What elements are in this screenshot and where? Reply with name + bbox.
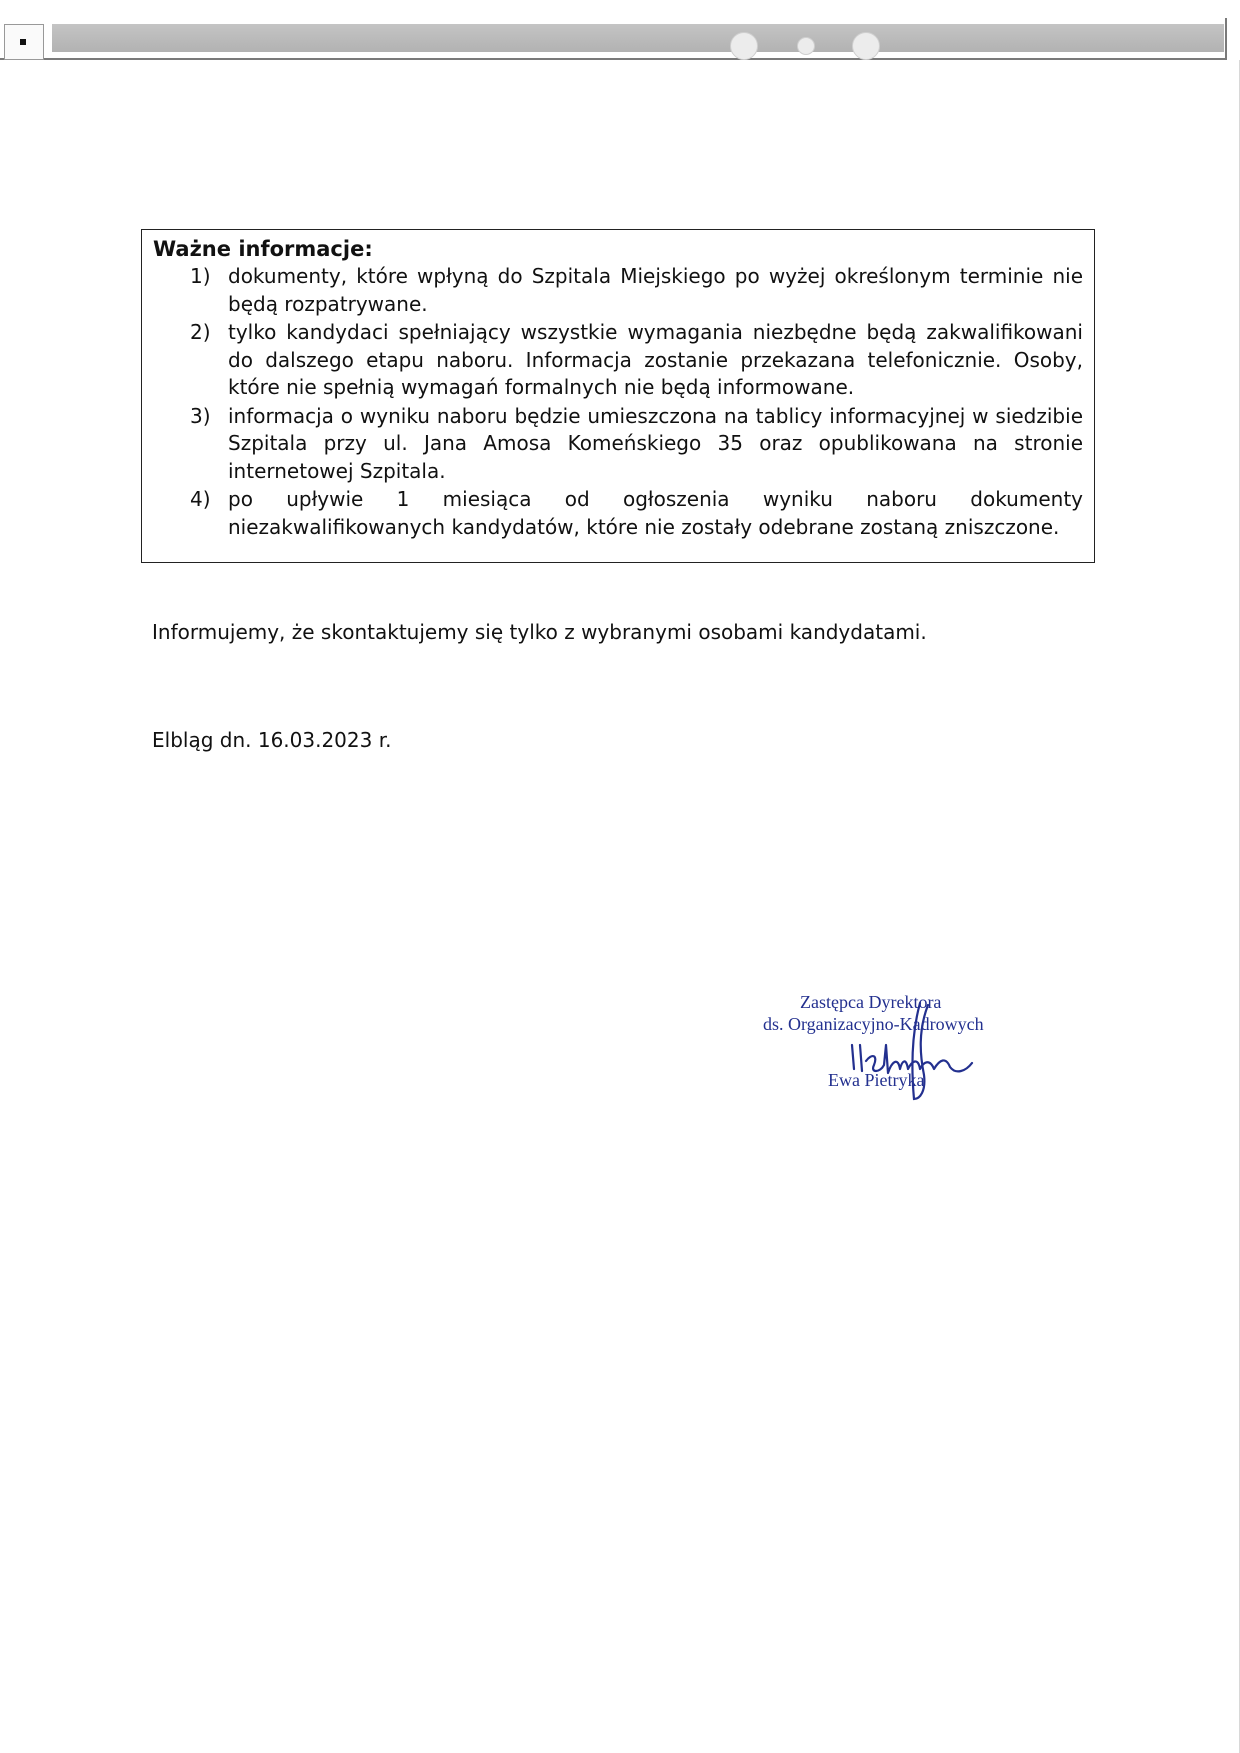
- info-item-number: 2): [190, 320, 211, 344]
- info-item-text: informacja o wyniku naboru będzie umieszczona na tablicy informacyjnej w siedzibie Szpitala przy ul. Jana Amosa Komeńskiego 35 oraz opublikowana na stronie internetowej Szpitala.: [228, 403, 1083, 483]
- info-box-title: Ważne informacje:: [153, 237, 373, 261]
- info-item-2: [153, 319, 1083, 402]
- info-list: [153, 263, 1083, 541]
- contact-note: Informujemy, że skontaktujemy się tylko z wybranymi osobami kandydatami.: [152, 620, 927, 644]
- info-item-text: po upływie 1 miesiąca od ogłoszenia wyniku naboru dokumenty niezakwalifikowanych kandydatów, które nie zostały odebrane zostaną zniszczone.: [228, 487, 1083, 539]
- punch-hole: [797, 37, 815, 55]
- punch-hole: [730, 32, 758, 60]
- punch-hole: [852, 32, 880, 60]
- handwritten-signature: [810, 995, 1010, 1103]
- stamp-name: Ewa Pietryka: [828, 1070, 925, 1090]
- info-item-number: 3): [190, 403, 211, 428]
- stamp-title: Zastępca Dyrektora: [800, 992, 942, 1012]
- place-date: Elbląg dn. 16.03.2023 r.: [152, 728, 392, 752]
- info-item-3: [153, 403, 1083, 486]
- info-item-1: [153, 263, 1083, 318]
- signature-stamp: [740, 983, 1060, 1113]
- scan-strip: [0, 18, 1227, 60]
- info-item-number: 1): [190, 264, 211, 288]
- info-item-text: dokumenty, które wpłyną do Szpitala Miejskiego po wyżej określonym terminie nie będą rozpatrywane.: [228, 264, 1083, 316]
- info-item-4: [153, 486, 1083, 541]
- info-item-number: 4): [190, 487, 211, 511]
- scan-bar: [52, 24, 1224, 52]
- important-info-box: [141, 229, 1095, 563]
- stamp-department: ds. Organizacyjno-Kadrowych: [763, 1014, 984, 1034]
- info-item-text: tylko kandydaci spełniający wszystkie wymagania niezbędne będą zakwalifikowani do dalszego etapu naboru. Informacja zostanie przekazana telefonicznie. Osoby, które nie spełnią wymagań formalnych nie będą informowane.: [228, 320, 1083, 399]
- scan-marker: [4, 24, 44, 60]
